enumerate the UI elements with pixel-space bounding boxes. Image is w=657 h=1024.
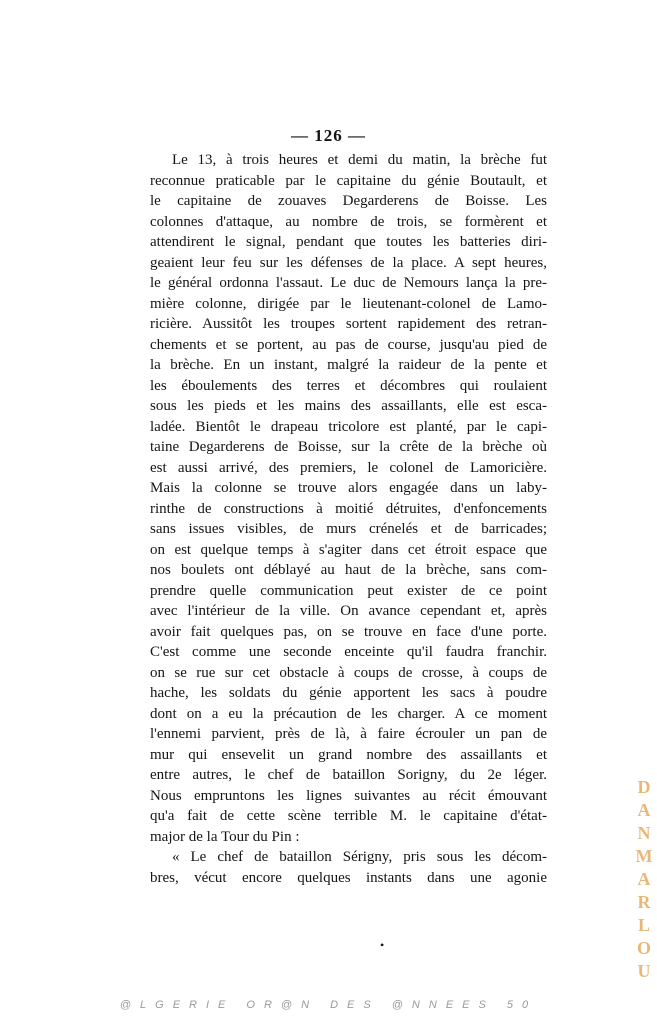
text-line: on est quelque temps à s'agiter dans cet étroit espace que [150,541,547,558]
text-line: attendirent le signal, pendant que toutes les batteries diri- [150,234,547,250]
text-line: major de la Tour du Pin : [150,828,300,845]
text-line: geaient leur feu sur les défenses de la place. A sept heures, [150,254,547,271]
text-line: « Le chef de bataillon Sérigny, pris sous les décom- [172,849,547,865]
text-line: sans issues visibles, de murs crénelés et de barricades; [150,521,547,537]
text-line: Mais la colonne se trouve alors engagée dans un laby- [150,480,547,496]
text-line: mière colonne, dirigée par le lieutenant-colonel de Lamo- [150,295,547,312]
text-line: la brèche. En un instant, malgré la raideur de la pente et [150,357,547,373]
text-line: nos boulets ont déblayé au haut de la brèche, sans com- [150,562,547,578]
text-line: colonnes d'attaque, au nombre de trois, se formèrent et [150,213,547,230]
text-line: entre autres, le chef de bataillon Sorigny, du 2e léger. [150,767,547,783]
text-line: on se rue sur cet obstacle à coups de crosse, à coups de [150,664,547,681]
text-line: le capitaine de zouaves Degarderens de Boisse. Les [150,193,547,209]
text-line: rinthe de constructions à moitié détruites, d'enfoncements [150,500,547,517]
text-line: avoir fait quelques pas, on se trouve en face d'une porte. [150,623,547,640]
text-line: bres, vécut encore quelques instants dans une agonie [150,869,547,886]
body-text [150,150,547,888]
text-line: mur qui ensevelit un grand nombre des assaillants et [150,746,547,763]
text-line: ladée. Bientôt le drapeau tricolore est planté, par le capi- [150,418,547,435]
text-line: Nous empruntons les lignes suivantes au récit émouvant [150,787,547,804]
text-line: chements et se portent, au pas de course, jusqu'au pied de [150,336,547,353]
text-line: Le 13, à trois heures et demi du matin, la brèche fut [172,152,547,168]
watermark-vertical: DANMARLOU [635,777,653,981]
text-line: taine Degarderens de Boisse, sur la crête de la brèche où [150,439,547,455]
text-line: sous les pieds et les mains des assaillants, elle est esca- [150,398,547,414]
text-line: qu'a fait de cette scène terrible M. le capitaine d'état- [150,808,547,824]
text-line: hache, les soldats du génie apportent les sacs à poudre [150,685,547,701]
text-line: les éboulements des terres et décombres qui roulaient [150,377,547,394]
page-number: — 126 — [291,126,366,145]
text-line: dont on a eu la précaution de les charger. A ce moment [150,705,547,722]
text-line: prendre quelle communication peut exister de ce point [150,582,547,599]
text-line: le général ordonna l'assaut. Le duc de Nemours lança la pre- [150,275,547,291]
bottom-mark: • [380,938,385,952]
text-line: ricière. Aussitôt les troupes sortent rapidement des retran- [150,316,547,332]
footer-watermark: @LGERIE OR@N DES @NNEES 50 [119,999,538,1011]
text-line: est aussi arrivé, des premiers, le colonel de Lamoricière. [150,459,547,476]
text-line: C'est comme une seconde enceinte qu'il faudra franchir. [150,644,547,660]
text-line: avec l'intérieur de la ville. On avance cependant et, après [150,603,547,619]
text-line: reconnue praticable par le capitaine du génie Boutault, et [150,172,547,189]
text-line: l'ennemi parvient, près de là, à faire écrouler un pan de [150,726,547,742]
